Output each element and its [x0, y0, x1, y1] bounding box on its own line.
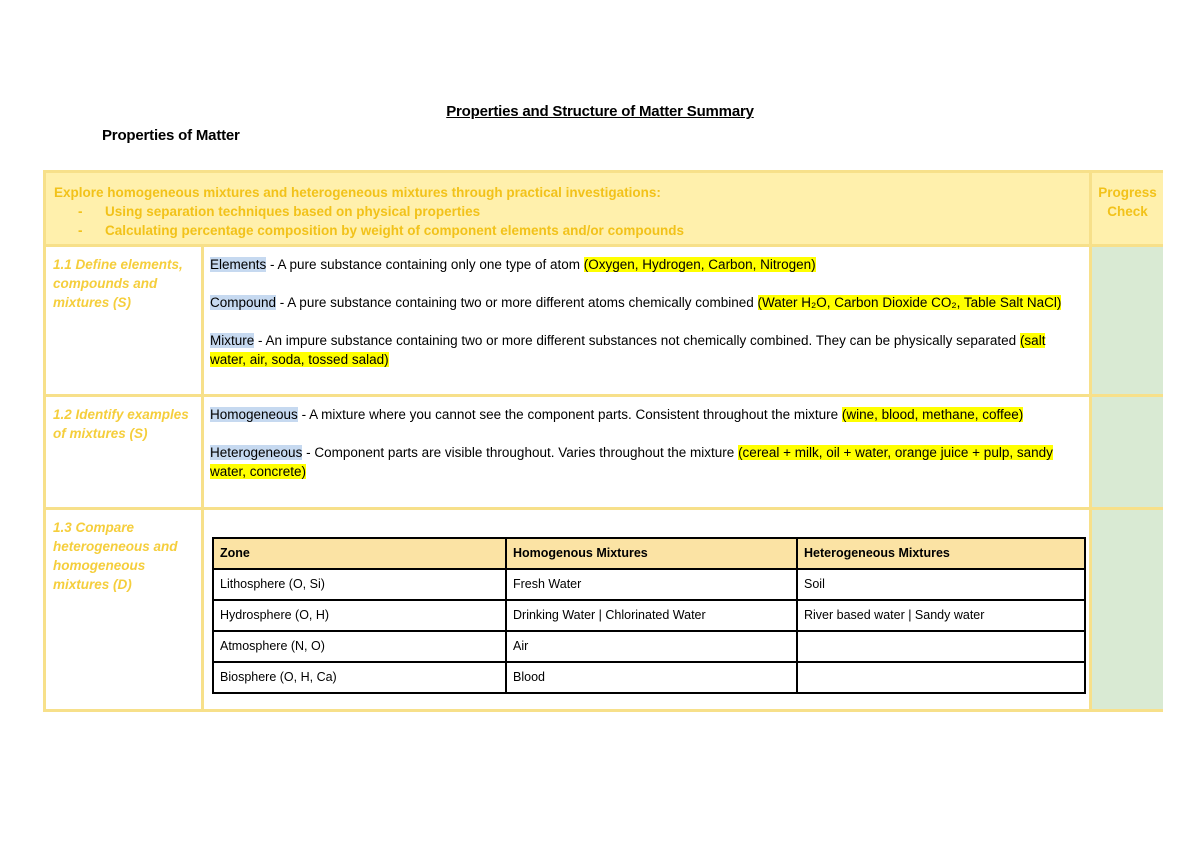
definition-heterogeneous: [210, 443, 1083, 481]
summary-table: [43, 170, 1163, 712]
row-content-1-2: [204, 397, 1092, 510]
bullet-dash: -: [78, 204, 83, 219]
definition-compound: [210, 293, 1083, 312]
term: Mixture: [210, 333, 255, 348]
section-title: Properties of Matter: [102, 127, 240, 144]
column-header: Homogenous Mixtures: [506, 538, 797, 569]
bullet-text: Using separation techniques based on physical properties: [105, 204, 481, 219]
zone-mixtures-table: [212, 537, 1086, 694]
examples-highlight: (wine, blood, methane, coffee): [841, 407, 1024, 422]
progress-check-label: Check: [1107, 204, 1148, 219]
row-label-1-1: 1.1 Define elements, compounds and mixtures (S): [46, 247, 204, 397]
table-cell: Lithosphere (O, Si): [213, 569, 506, 600]
table-cell: Blood: [506, 662, 797, 693]
table-cell: [797, 662, 1085, 693]
examples-highlight: (Oxygen, Hydrogen, Carbon, Nitrogen): [583, 257, 816, 272]
progress-check-cell[interactable]: [1092, 510, 1163, 709]
term: Elements: [210, 257, 267, 272]
definition-text: - An impure substance containing two or more different substances not chemically combined. They can be physically separated: [254, 333, 1020, 348]
table-cell: Fresh Water: [506, 569, 797, 600]
definition-text: - Component parts are visible throughout. Varies throughout the mixture: [302, 445, 739, 460]
outcome-bullet: [54, 221, 1081, 240]
examples-highlight: (Water H₂O, Carbon Dioxide CO₂, Table Salt NaCl): [757, 295, 1062, 310]
bullet-text: Calculating percentage composition by weight of component elements and/or compounds: [105, 223, 685, 238]
table-row: [213, 662, 1085, 693]
row-label-1-2: 1.2 Identify examples of mixtures (S): [46, 397, 204, 510]
definition-text: - A mixture where you cannot see the component parts. Consistent throughout the mixture: [297, 407, 842, 422]
outcome-bullet: [54, 202, 1081, 221]
row-content-1-1: [204, 247, 1092, 397]
table-row: [213, 600, 1085, 631]
outcome-header: [46, 173, 1092, 247]
term: Compound: [210, 295, 277, 310]
document-title: Properties and Structure of Matter Summary: [446, 103, 754, 120]
outcome-intro: Explore homogeneous mixtures and heterogeneous mixtures through practical investigations:: [54, 185, 661, 200]
progress-check-label: Progress: [1098, 185, 1157, 200]
table-row: [213, 631, 1085, 662]
definition-homogeneous: [210, 405, 1083, 424]
definition-text: - A pure substance containing only one type of atom: [266, 257, 584, 272]
term: Heterogeneous: [210, 445, 303, 460]
progress-check-cell[interactable]: [1092, 397, 1163, 510]
table-cell: Soil: [797, 569, 1085, 600]
table-header-row: [213, 538, 1085, 569]
column-header: Heterogeneous Mixtures: [797, 538, 1085, 569]
row-label-1-3: 1.3 Compare heterogeneous and homogeneous mixtures (D): [46, 510, 204, 709]
table-cell: Atmosphere (N, O): [213, 631, 506, 662]
definition-text: - A pure substance containing two or more different atoms chemically combined: [276, 295, 758, 310]
table-row: [213, 569, 1085, 600]
table-cell: River based water | Sandy water: [797, 600, 1085, 631]
progress-check-cell[interactable]: [1092, 247, 1163, 397]
table-cell: Hydrosphere (O, H): [213, 600, 506, 631]
table-cell: Drinking Water | Chlorinated Water: [506, 600, 797, 631]
table-cell: [797, 631, 1085, 662]
definition-elements: [210, 255, 1083, 274]
examples-highlight: (salt water, air, soda, tossed salad): [210, 333, 1046, 367]
bullet-dash: -: [78, 223, 83, 238]
row-content-1-3: [204, 510, 1092, 709]
table-cell: Biosphere (O, H, Ca): [213, 662, 506, 693]
table-cell: Air: [506, 631, 797, 662]
column-header: Zone: [213, 538, 506, 569]
definition-mixture: [210, 331, 1083, 369]
examples-highlight: (cereal + milk, oil + water, orange juice + pulp, sandy water, concrete): [210, 445, 1053, 479]
progress-check-header: [1092, 173, 1163, 247]
term: Homogeneous: [210, 407, 298, 422]
